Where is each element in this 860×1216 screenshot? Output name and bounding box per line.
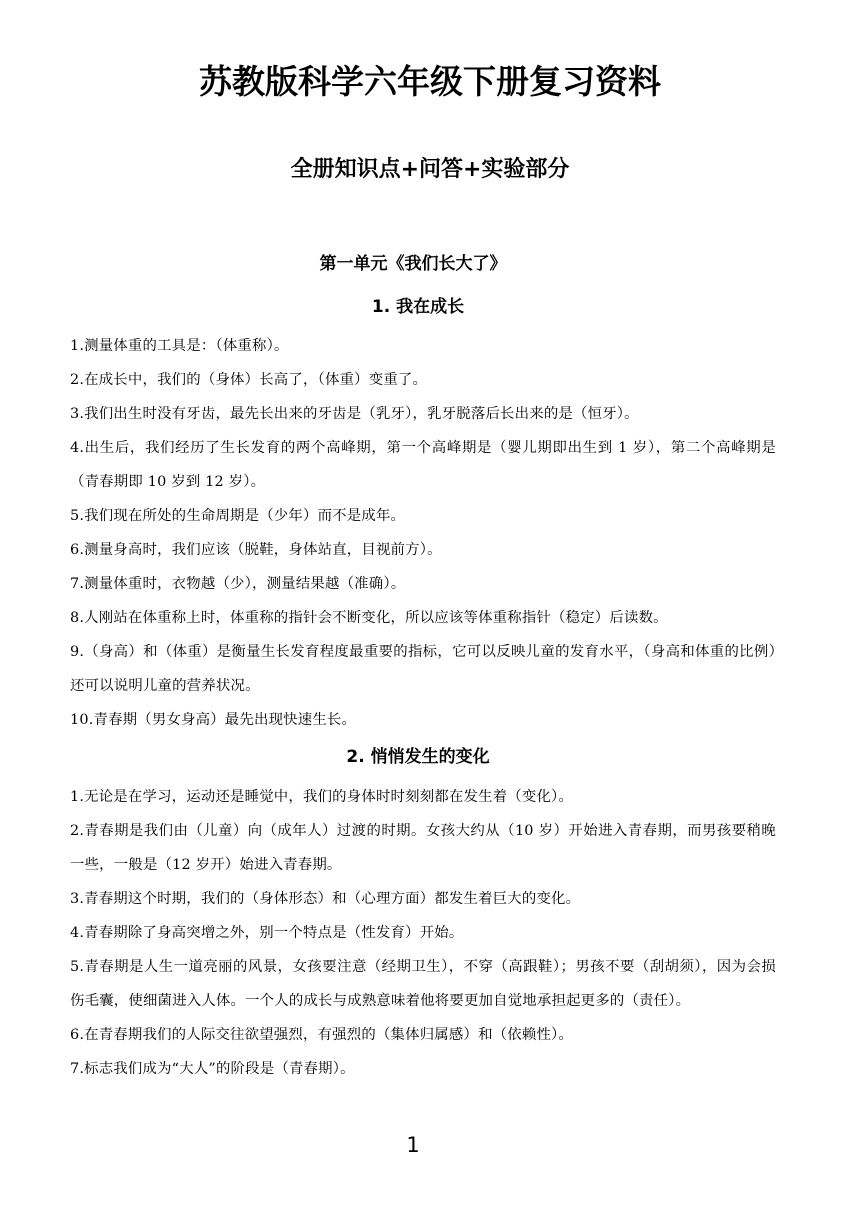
list-item: 4.出生后，我们经历了生长发育的两个高峰期，第一个高峰期是（婴儿期即出生到 1 岁），第二个高峰期是（青春期即 10 岁到 12 岁）。 [70, 440, 776, 490]
document-title: 苏教版科学六年级下册复习资料 [199, 62, 661, 101]
list-item: 6.在青春期我们的人际交往欲望强烈，有强烈的（集体归属感）和（依赖性）。 [70, 1027, 574, 1043]
list-item: 2.青春期是我们由（儿童）向（成年人）过渡的时期。女孩大约从（10 岁）开始进入青春期，而男孩要稍晚一些，一般是（12 岁开）始进入青春期。 [70, 823, 776, 873]
list-item: 4.青春期除了身高突增之外，别一个特点是（性发育）开始。 [70, 925, 464, 941]
list-item: 9.（身高）和（体重）是衡量生长发育程度最重要的指标，它可以反映儿童的发育水平，（身高和体重的比例）还可以说明儿童的营养状况。 [70, 644, 776, 694]
list-item: 3.青春期这个时期，我们的（身体形态）和（心理方面）都发生着巨大的变化。 [70, 891, 581, 907]
list-item: 2.在成长中，我们的（身体）长高了，（体重）变重了。 [70, 372, 428, 388]
section-heading: 1. 我在成长 [371, 297, 465, 317]
list-item: 7.标志我们成为“大人”的阶段是（青春期）。 [70, 1061, 355, 1077]
list-item: 6.测量身高时，我们应该（脱鞋，身体站直，目视前方）。 [70, 542, 442, 558]
list-item: 5.我们现在所处的生命周期是（少年）而不是成年。 [70, 508, 406, 524]
page-number: 1 [406, 1133, 420, 1157]
list-item: 5.青春期是人生一道亮丽的风景，女孩要注意（经期卫生），不穿（高跟鞋）；男孩不要（刮胡须），因为会损伤毛囊，使细菌进入人体。一个人的成长与成熟意味着他将要更加自觉地承担起更多的（责任）。 [70, 959, 776, 1009]
list-item: 1.测量体重的工具是：（体重称）。 [70, 338, 289, 354]
list-item: 7.测量体重时，衣物越（少），测量结果越（准确）。 [70, 576, 406, 592]
list-item: 3.我们出生时没有牙齿，最先长出来的牙齿是（乳牙），乳牙脱落后长出来的是（恒牙）。 [70, 406, 639, 422]
unit-title: 第一单元《我们长大了》 [319, 254, 507, 274]
list-item: 1.无论是在学习，运动还是睡觉中，我们的身体时时刻刻都在发生着（变化）。 [70, 789, 574, 805]
section-heading: 2. 悄悄发生的变化 [346, 747, 490, 767]
section-items-list [70, 780, 776, 1086]
document-subtitle: 全册知识点+问答+实验部分 [290, 157, 570, 182]
list-item: 8.人刚站在体重称上时，体重称的指针会不断变化，所以应该等体重称指针（稳定）后读数。 [70, 610, 668, 626]
section-items-list [70, 329, 776, 737]
list-item: 10.青春期（男女身高）最先出现快速生长。 [70, 712, 357, 728]
